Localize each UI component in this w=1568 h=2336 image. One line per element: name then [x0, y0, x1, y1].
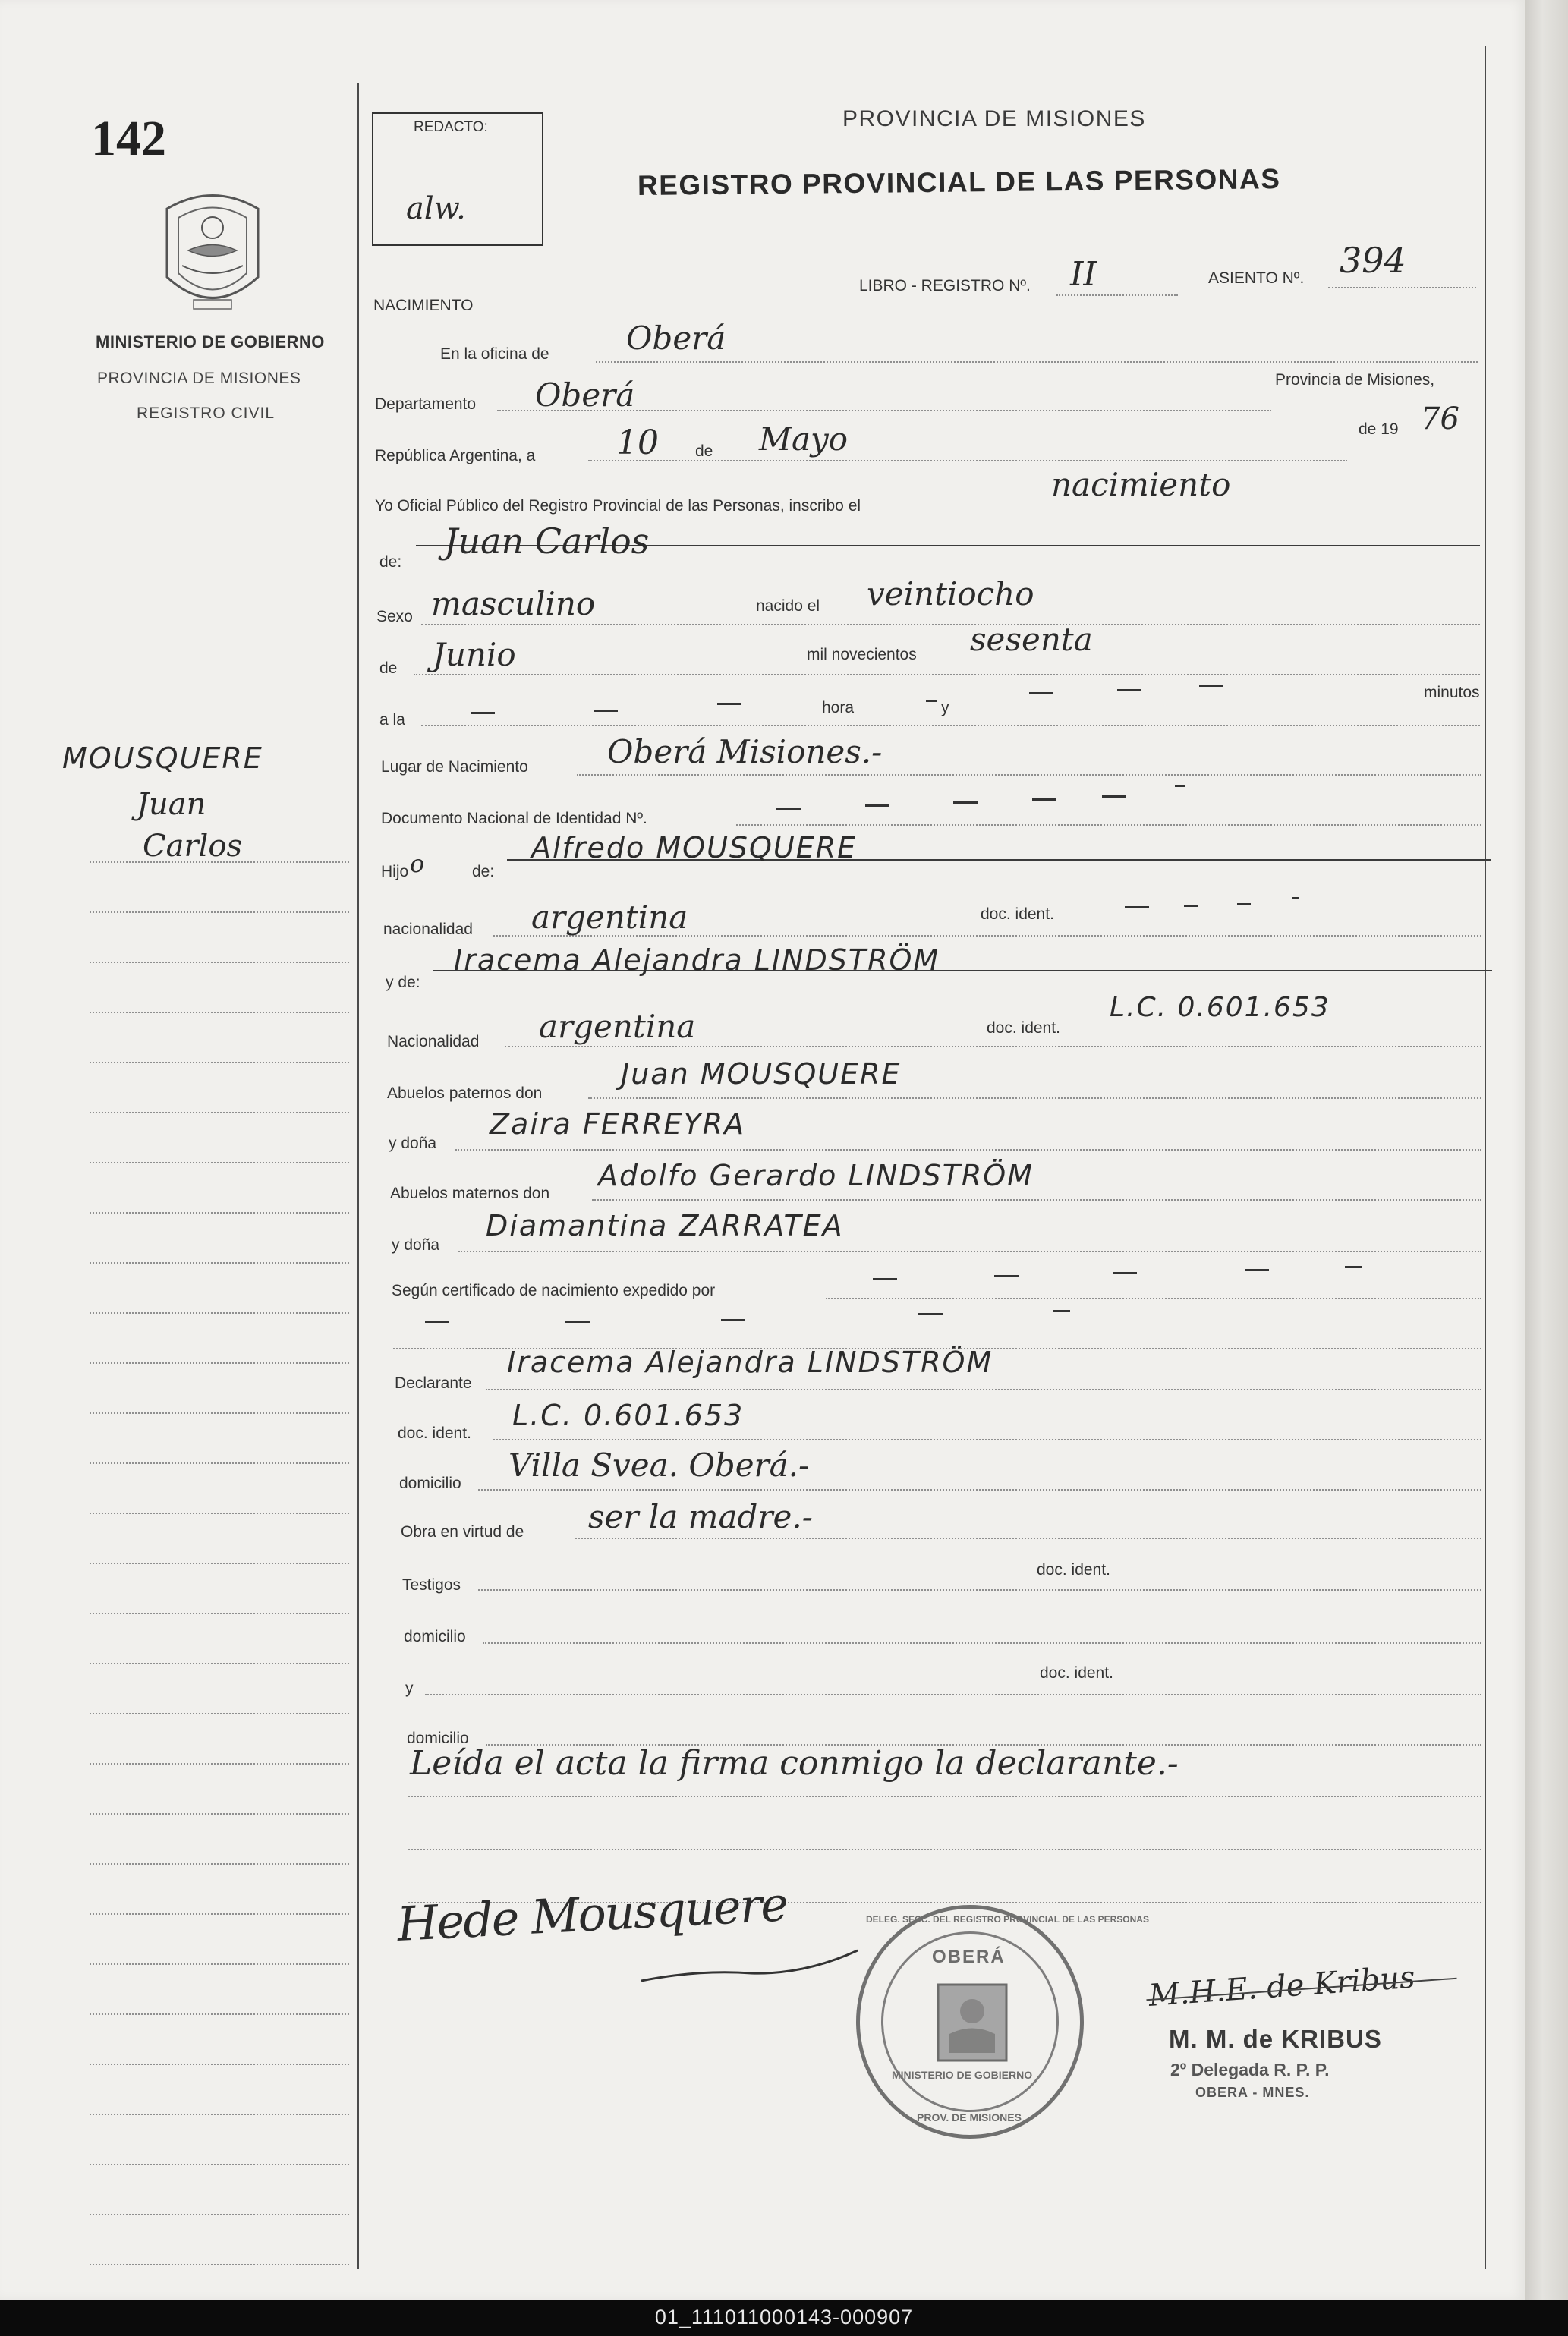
- segun-dash: [1345, 1266, 1362, 1268]
- hora-rule: [421, 725, 1480, 726]
- doc-ident-testigo1-label: doc. ident.: [1037, 1561, 1110, 1579]
- asiento-label: ASIENTO Nº.: [1208, 269, 1305, 287]
- acto-value: nacimiento: [1051, 466, 1231, 503]
- a-la-label: a la: [379, 711, 405, 729]
- y-de-label: y de:: [386, 974, 420, 991]
- obs-rule-2: [408, 1849, 1481, 1850]
- obra-rule: [575, 1538, 1481, 1539]
- domicilio-label: domicilio: [399, 1475, 461, 1492]
- abuelos-mat-label: Abuelos maternos don: [390, 1185, 550, 1202]
- padre-value: Alfredo MOUSQUERE: [531, 831, 858, 864]
- asiento-value: 394: [1340, 240, 1406, 281]
- margin-rule-line: [90, 2264, 349, 2265]
- sexo-rule: [421, 624, 1480, 625]
- coat-of-arms-icon: [152, 186, 273, 323]
- departamento-value: Oberá: [535, 376, 635, 414]
- dni-dash: [865, 804, 889, 807]
- margin-rule-line: [90, 2164, 349, 2165]
- signature-flourish-icon: [638, 1928, 865, 1996]
- margin-rule-line: [90, 2013, 349, 2015]
- official-signature: M.H.E. de Kribus: [1148, 1960, 1416, 2013]
- nacido-value: veintiocho: [867, 575, 1034, 612]
- y-dona-label: y doña: [389, 1135, 437, 1152]
- minutos-dash: [1029, 692, 1053, 694]
- stamp-top-text: OBERÁ: [932, 1947, 1006, 1967]
- oficial-label: Yo Oficial Público del Registro Provincial de las Personas, inscribo el: [375, 497, 861, 515]
- official-place: OBERA - MNES.: [1195, 2085, 1310, 2100]
- oficina-rule: [596, 361, 1478, 363]
- anio-value: 76: [1421, 401, 1459, 436]
- stamp-footer-text: PROV. DE MISIONES: [917, 2111, 1022, 2123]
- abuela-pat-rule: [455, 1149, 1481, 1151]
- lugar-value: Oberá Misiones.-: [607, 733, 883, 770]
- nac-madre-value: argentina: [539, 1008, 696, 1045]
- segun-dash: [994, 1275, 1019, 1277]
- de2-label: de:: [379, 553, 402, 571]
- testigos-label: Testigos: [402, 1576, 461, 1594]
- ministry-label: MINISTERIO DE GOBIERNO: [96, 332, 325, 351]
- margin-rule-line: [90, 1012, 349, 1013]
- margin-rule-line: [90, 1362, 349, 1364]
- margin-nombre1: Juan: [137, 787, 206, 822]
- declarante-rule: [486, 1389, 1481, 1390]
- abuelos-pat-label: Abuelos paternos don: [387, 1085, 543, 1102]
- minutos-label: minutos: [1424, 684, 1480, 701]
- hora-dash: [471, 712, 495, 714]
- margin-rule-line: [90, 1913, 349, 1915]
- minutos-dash: [1199, 685, 1223, 687]
- redacto-label: REDACTO:: [414, 119, 488, 135]
- y-label: y: [941, 699, 949, 716]
- segun-dash: [873, 1278, 897, 1280]
- margin-rule-line: [90, 1312, 349, 1314]
- hijo-suffix: o: [410, 849, 425, 878]
- republica-label: República Argentina, a: [375, 447, 536, 464]
- republica-rule: [588, 460, 1347, 461]
- margin-rule-line: [90, 1262, 349, 1264]
- doc-padre-dash: [1237, 903, 1251, 905]
- abuelo-pat-rule: [588, 1097, 1481, 1099]
- redacto-value: alw.: [406, 191, 466, 226]
- domicilio-value: Villa Svea. Oberá.-: [508, 1447, 810, 1484]
- nombre-value: Juan Carlos: [444, 521, 650, 562]
- margin-rule-line: [90, 1563, 349, 1564]
- sexo-value: masculino: [431, 585, 596, 622]
- de-label: de: [695, 442, 713, 460]
- libro-rule: [1056, 294, 1178, 296]
- stamp-emblem-icon: [934, 1981, 1010, 2064]
- dni-dash: [1032, 798, 1056, 801]
- stamp-ring-text: DELEG. SECC. DEL REGISTRO PROVINCIAL DE LAS PERSONAS: [866, 1914, 1149, 1925]
- margin-rule-line: [90, 1162, 349, 1163]
- margin-rule-line: [90, 911, 349, 913]
- doc-madre-value: L.C. 0.601.653: [1110, 992, 1330, 1023]
- obra-value: ser la madre.-: [588, 1498, 813, 1535]
- departamento-label: Departamento: [375, 395, 477, 413]
- registry-small-label: REGISTRO CIVIL: [137, 405, 276, 422]
- abuela-mat-value: Diamantina ZARRATEA: [486, 1209, 844, 1242]
- mes-value: Mayo: [759, 420, 849, 458]
- anio-nac-value: sesenta: [970, 621, 1093, 658]
- hora-dash: [926, 700, 937, 702]
- segun-dash: [1245, 1269, 1269, 1271]
- oficina-label: En la oficina de: [440, 345, 549, 363]
- page-number: 142: [91, 111, 166, 166]
- hora-dash: [717, 703, 741, 705]
- nacionalidad2-label: Nacionalidad: [387, 1033, 480, 1050]
- mil-label: mil novecientos: [807, 646, 917, 663]
- margin-rule-line: [90, 962, 349, 963]
- margin-rule-line: [90, 2064, 349, 2065]
- obs-rule-1: [408, 1796, 1481, 1797]
- doc-decl-value: L.C. 0.601.653: [512, 1399, 745, 1432]
- dni-rule: [736, 824, 1481, 826]
- dni-dash: [953, 801, 978, 804]
- doc-ident-testigo2-label: doc. ident.: [1040, 1664, 1113, 1682]
- margin-rule-line: [90, 1112, 349, 1113]
- margin-rule-line: [90, 2214, 349, 2215]
- abuela-pat-value: Zaira FERREYRA: [490, 1107, 746, 1141]
- de3-label: de: [379, 660, 398, 677]
- madre-value: Iracema Alejandra LINDSTRÖM: [454, 943, 940, 977]
- margin-rule-line: [90, 2114, 349, 2115]
- y-testigo-label: y: [405, 1680, 414, 1697]
- province-small-label: PROVINCIA DE MISIONES: [97, 370, 301, 387]
- libro-label: LIBRO - REGISTRO Nº.: [859, 277, 1031, 294]
- hora-label: hora: [822, 699, 855, 716]
- margin-rule-line: [90, 1863, 349, 1865]
- official-name: M. M. de KRIBUS: [1169, 2025, 1382, 2053]
- mes-nac-rule: [414, 674, 1480, 675]
- asiento-rule: [1328, 287, 1476, 288]
- testigo2-rule: [425, 1694, 1481, 1695]
- official-role: 2º Delegada R. P. P.: [1170, 2060, 1330, 2079]
- segun-dash: [425, 1321, 449, 1323]
- margin-rule-line: [90, 1462, 349, 1464]
- left-column-rule: [357, 83, 359, 2269]
- segun-rule: [826, 1298, 1481, 1299]
- nacido-label: nacido el: [756, 597, 820, 615]
- dni-dash: [776, 808, 801, 810]
- libro-value: II: [1070, 255, 1097, 294]
- declarante-label: Declarante: [395, 1374, 472, 1392]
- page-edge: [1525, 0, 1568, 2300]
- margin-rule-line: [90, 1763, 349, 1765]
- dni-dash: [1175, 785, 1185, 787]
- y-dona2-label: y doña: [392, 1236, 440, 1254]
- margin-rule-line: [90, 1062, 349, 1063]
- segun-dash: [721, 1319, 745, 1321]
- lugar-label: Lugar de Nacimiento: [381, 758, 528, 776]
- provincia-label: Provincia de Misiones,: [1275, 371, 1435, 389]
- margin-rule-line: [90, 1663, 349, 1664]
- obra-label: Obra en virtud de: [401, 1523, 524, 1541]
- segun-dash: [565, 1321, 590, 1323]
- nacimiento-label: NACIMIENTO: [373, 297, 474, 314]
- abuelo-mat-rule: [592, 1199, 1481, 1201]
- abuelo-mat-value: Adolfo Gerardo LINDSTRÖM: [598, 1159, 1034, 1192]
- minutos-dash: [1117, 689, 1141, 691]
- margin-apellido: MOUSQUERE: [62, 741, 263, 775]
- domicilio-testigo2-label: domicilio: [407, 1730, 469, 1747]
- margin-rule-line: [90, 1713, 349, 1714]
- abuela-mat-rule: [458, 1251, 1481, 1252]
- margin-rule-line: [90, 1813, 349, 1815]
- margin-rule-line: [90, 1963, 349, 1965]
- sexo-label: Sexo: [376, 608, 413, 625]
- stamp-bottom-text: MINISTERIO DE GOBIERNO: [892, 2069, 1033, 2081]
- hijo-label: Hijo: [381, 863, 409, 880]
- nac-padre-value: argentina: [531, 899, 688, 936]
- dni-dash: [1102, 795, 1126, 798]
- testigos-rule: [478, 1589, 1481, 1591]
- lugar-rule: [577, 774, 1481, 776]
- observacion-value: Leída el acta la firma conmigo la declarante.-: [410, 1744, 1179, 1783]
- doc-ident2-label: doc. ident.: [398, 1425, 471, 1442]
- abuelo-pat-value: Juan MOUSQUERE: [621, 1057, 902, 1091]
- declarante-signature: Hede Mousquere: [395, 1876, 789, 1952]
- right-margin-rule: [1485, 46, 1486, 2269]
- margin-rule-line: [90, 1613, 349, 1614]
- segun-dash: [1053, 1310, 1070, 1312]
- dia-value: 10: [616, 423, 659, 462]
- segun-dash: [1113, 1272, 1137, 1274]
- nac-madre-rule: [505, 1046, 1481, 1047]
- domicilio-testigo1-rule: [483, 1642, 1481, 1644]
- oficina-value: Oberá: [626, 320, 726, 357]
- de4-label: de:: [472, 863, 495, 880]
- declarante-value: Iracema Alejandra LINDSTRÖM: [507, 1346, 993, 1379]
- domicilio-rule: [478, 1489, 1481, 1491]
- footer-id: 01_111011000143-000907: [654, 2306, 914, 2328]
- margin-rule-line: [90, 861, 349, 863]
- margin-nombre2: Carlos: [143, 829, 242, 864]
- margin-rule-line: [90, 1513, 349, 1514]
- margin-rule-line: [90, 1412, 349, 1414]
- hora-dash: [594, 710, 618, 712]
- doc-padre-dash: [1125, 906, 1149, 908]
- doc-ident-madre-label: doc. ident.: [987, 1019, 1060, 1037]
- anio-prefix: de 19: [1359, 420, 1399, 438]
- segun-label: Según certificado de nacimiento expedido por: [392, 1282, 716, 1299]
- doc-padre-dash: [1292, 897, 1299, 899]
- nacionalidad-label: nacionalidad: [383, 921, 473, 938]
- segun-dash: [918, 1313, 943, 1315]
- margin-rule-line: [90, 1212, 349, 1214]
- official-stamp: [856, 1905, 1149, 2139]
- doc-decl-rule: [493, 1439, 1481, 1440]
- domicilio-testigo1-label: domicilio: [404, 1628, 466, 1645]
- doc-padre-dash: [1184, 905, 1198, 907]
- doc-ident-label: doc. ident.: [981, 905, 1054, 923]
- dni-label: Documento Nacional de Identidad Nº.: [381, 810, 647, 827]
- province-title: PROVINCIA DE MISIONES: [842, 106, 1146, 131]
- registry-title: REGISTRO PROVINCIAL DE LAS PERSONAS: [637, 163, 1281, 201]
- mes-nac-value: Junio: [433, 636, 516, 673]
